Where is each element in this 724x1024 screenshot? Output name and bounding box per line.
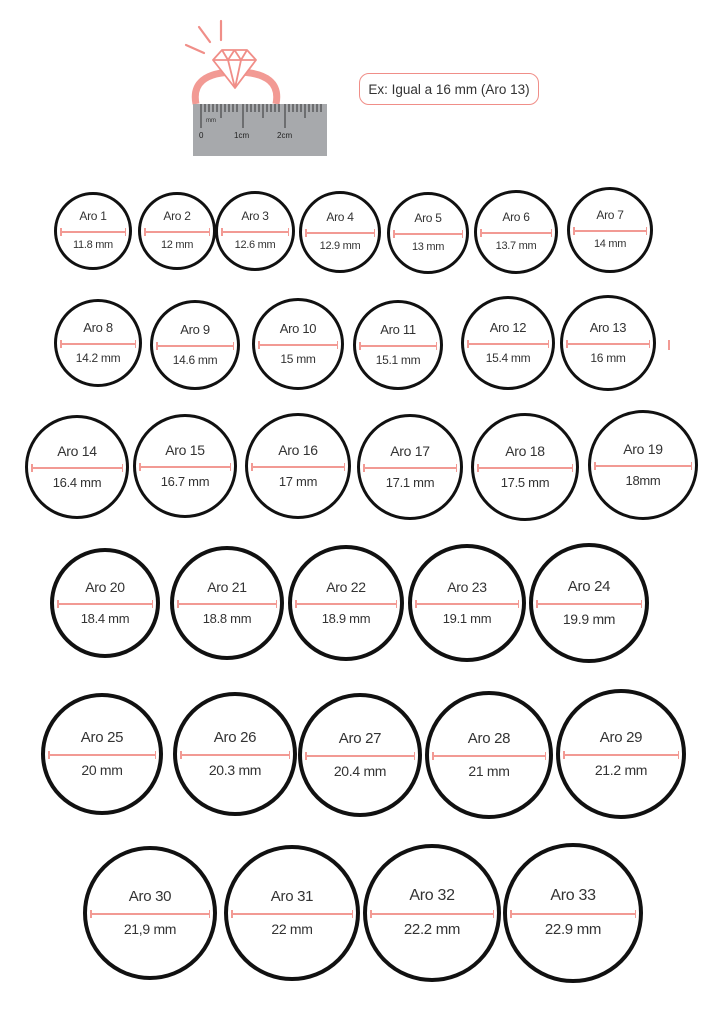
diameter-line xyxy=(177,603,277,605)
ring-size-value: 12.6 mm xyxy=(234,239,276,251)
ring-size-value: 14.2 mm xyxy=(75,350,121,365)
ring-label: Aro 7 xyxy=(596,208,624,222)
ring-size-item xyxy=(83,846,217,980)
example-note: Ex: Igual a 16 mm (Aro 13) xyxy=(359,73,539,105)
ring-size-value: 17.5 mm xyxy=(500,474,550,490)
ring-size-value: 21,9 mm xyxy=(123,920,177,937)
ring-size-value: 12 mm xyxy=(160,239,194,251)
ring-size-item xyxy=(150,300,240,390)
ring-size-value: 15 mm xyxy=(280,351,316,366)
ring-label: Aro 16 xyxy=(278,441,318,458)
ruler-tick-1cm: 1cm xyxy=(234,131,250,140)
ruler-tick-0: 0 xyxy=(199,131,204,140)
ring-size-value: 21.2 mm xyxy=(594,762,648,778)
ring-label: Aro 30 xyxy=(128,887,172,905)
diameter-line xyxy=(180,754,290,756)
diameter-line xyxy=(139,466,231,468)
diameter-line xyxy=(31,467,123,469)
ring-label: Aro 17 xyxy=(390,442,430,459)
ring-size-item xyxy=(353,300,443,390)
diameter-line xyxy=(60,343,136,345)
ring-label: Aro 12 xyxy=(489,319,527,335)
ring-label: Aro 31 xyxy=(270,887,314,905)
ring-size-item xyxy=(471,413,579,521)
diameter-line xyxy=(594,465,692,467)
ring-size-item xyxy=(588,410,698,520)
ring-size-item xyxy=(503,843,643,983)
ring-label: Aro 5 xyxy=(414,211,442,225)
ring-label: Aro 19 xyxy=(623,440,663,457)
diameter-line xyxy=(510,913,636,915)
ring-size-item xyxy=(387,192,469,274)
ring-size-item xyxy=(224,845,360,981)
ring-size-value: 17.1 mm xyxy=(385,474,435,490)
diameter-line xyxy=(258,344,338,346)
ring-label: Aro 25 xyxy=(80,729,124,746)
ring-size-item xyxy=(41,693,163,815)
ring-size-value: 18mm xyxy=(625,472,661,488)
ring-size-value: 17 mm xyxy=(278,473,318,489)
diameter-line xyxy=(60,231,126,233)
ring-size-value: 19.9 mm xyxy=(562,611,616,627)
ring-label: Aro 9 xyxy=(180,321,210,337)
ring-size-item xyxy=(54,192,132,270)
diameter-line xyxy=(305,755,415,757)
ring-label: Aro 3 xyxy=(241,209,269,223)
diameter-line xyxy=(536,603,642,605)
ring-label: Aro 24 xyxy=(567,578,611,595)
ring-size-value: 19.1 mm xyxy=(442,611,492,626)
ring-label: Aro 21 xyxy=(207,579,247,595)
diameter-line xyxy=(467,343,549,345)
ring-label: Aro 22 xyxy=(326,579,366,595)
ring-label: Aro 15 xyxy=(165,441,205,458)
diameter-line xyxy=(393,233,463,235)
diameter-line xyxy=(57,603,153,605)
ring-size-value: 20.4 mm xyxy=(333,763,387,779)
diameter-line xyxy=(573,230,647,232)
ring-size-value: 14.6 mm xyxy=(172,352,218,367)
ring-label: Aro 14 xyxy=(57,442,97,459)
diameter-line xyxy=(432,755,546,757)
ring-label: Aro 8 xyxy=(83,319,113,335)
ring-label: Aro 28 xyxy=(467,730,511,747)
ring-size-item xyxy=(299,191,381,273)
diameter-line xyxy=(480,232,552,234)
ring-size-item xyxy=(54,299,142,387)
ring-size-item xyxy=(408,544,526,662)
ring-label: Aro 4 xyxy=(326,210,354,224)
diameter-line xyxy=(363,467,457,469)
ring-size-value: 22.9 mm xyxy=(544,920,602,938)
ring-size-value: 16 mm xyxy=(590,350,626,365)
ring-size-item xyxy=(138,192,216,270)
diameter-line xyxy=(251,466,345,468)
diameter-line xyxy=(144,231,210,233)
ring-label: Aro 10 xyxy=(279,320,317,336)
ring-size-item xyxy=(529,543,649,663)
diameter-line xyxy=(566,343,650,345)
ring-label: Aro 2 xyxy=(163,209,191,223)
ring-size-item xyxy=(173,692,297,816)
diameter-line xyxy=(477,467,573,469)
ring-size-value: 13.7 mm xyxy=(495,240,537,252)
diameter-line xyxy=(156,345,234,347)
ring-label: Aro 13 xyxy=(589,319,627,335)
diameter-line xyxy=(370,913,494,915)
ring-size-value: 14 mm xyxy=(593,238,627,250)
ring-size-item xyxy=(461,296,555,390)
ring-label: Aro 27 xyxy=(338,730,382,747)
ring-size-value: 18.8 mm xyxy=(202,611,252,626)
ring-size-item xyxy=(567,187,653,273)
ruler-unit-mm: mm xyxy=(206,118,216,124)
diameter-line xyxy=(359,345,437,347)
ring-size-item xyxy=(425,691,553,819)
ring-label: Aro 1 xyxy=(79,209,107,223)
diameter-line xyxy=(415,603,519,605)
diameter-line xyxy=(305,232,375,234)
ring-size-item xyxy=(133,414,237,518)
ring-size-value: 22.2 mm xyxy=(403,920,461,938)
ring-size-item xyxy=(560,295,656,391)
ring-size-item xyxy=(474,190,558,274)
ring-size-value: 20.3 mm xyxy=(208,762,262,778)
ring-size-item xyxy=(50,548,160,658)
ring-size-item xyxy=(245,413,351,519)
ring-size-value: 11.8 mm xyxy=(73,239,113,251)
ring-label: Aro 18 xyxy=(505,442,545,459)
ring-size-item xyxy=(298,693,422,817)
ring-size-item xyxy=(357,414,463,520)
ring-label: Aro 11 xyxy=(380,321,416,337)
ring-label: Aro 26 xyxy=(213,729,257,746)
stray-mark xyxy=(668,340,670,350)
ring-size-value: 16.7 mm xyxy=(160,473,210,489)
ring-size-value: 16.4 mm xyxy=(52,474,102,490)
diameter-line xyxy=(231,913,353,915)
diameter-line xyxy=(90,913,210,915)
ring-size-value: 15.4 mm xyxy=(485,350,531,365)
ring-label: Aro 29 xyxy=(599,729,643,746)
diameter-line xyxy=(221,231,289,233)
diameter-line xyxy=(295,603,397,605)
ring-label: Aro 23 xyxy=(447,579,487,595)
diameter-line xyxy=(563,754,679,756)
ring-size-value: 21 mm xyxy=(468,763,510,779)
ring-size-value: 12.9 mm xyxy=(319,240,361,252)
ring-size-item xyxy=(170,546,284,660)
ring-label: Aro 20 xyxy=(85,579,125,595)
ring-label: Aro 6 xyxy=(502,210,530,224)
ring-size-item xyxy=(288,545,404,661)
diameter-line xyxy=(48,754,156,756)
ring-size-value: 22 mm xyxy=(271,920,313,937)
ring-size-item xyxy=(252,298,344,390)
ring-size-value: 18.9 mm xyxy=(321,611,371,626)
ring-size-value: 13 mm xyxy=(411,241,445,253)
ring-size-item xyxy=(363,844,501,982)
ring-size-value: 18.4 mm xyxy=(80,611,130,626)
ruler-tick-2cm: 2cm xyxy=(277,131,293,140)
ring-label: Aro 32 xyxy=(409,886,455,904)
ring-size-value: 15.1 mm xyxy=(375,352,421,367)
ring-size-value: 20 mm xyxy=(81,762,123,778)
ring-label: Aro 33 xyxy=(550,886,596,904)
ring-size-item xyxy=(215,191,295,271)
ring-size-item xyxy=(556,689,686,819)
ring-size-item xyxy=(25,415,129,519)
